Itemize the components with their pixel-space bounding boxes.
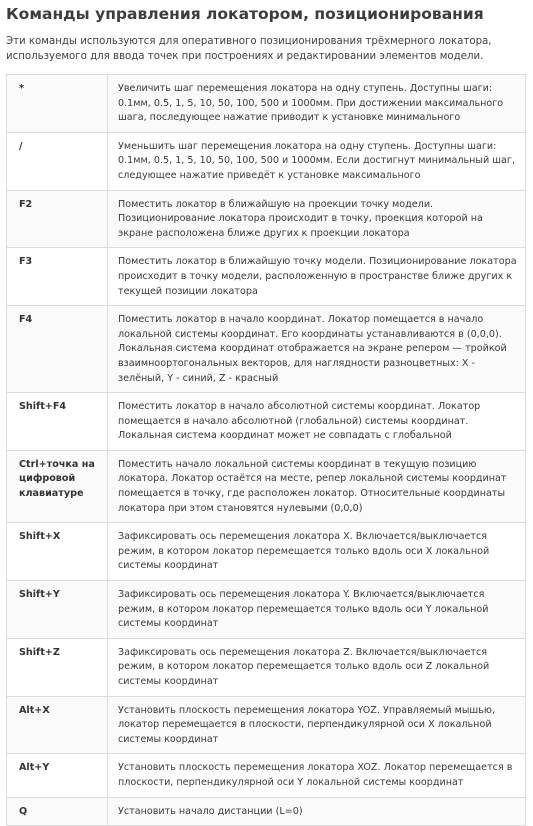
command-description: Зафиксировать ось перемещения локатора X. Включается/выключается режим, в котором локатор перемещается только вдоль оси X локальной системы координат xyxy=(108,523,526,581)
intro-paragraph: Эти команды используются для оперативного позиционирования трёхмерного локатора, используемого для ввода точек при построениях и редактировании элементов модели. xyxy=(6,36,492,62)
command-key: Shift+F4 xyxy=(7,393,108,451)
command-key: Alt+X xyxy=(7,696,108,754)
command-description: Зафиксировать ось перемещения локатора Z. Включается/выключается режим, в котором локатор перемещается только вдоль оси Z локальной системы координат xyxy=(108,638,526,696)
table-row xyxy=(7,696,526,754)
command-description: Поместить начало локальной системы координат в текущую позицию локатора. Локатор остаётся на месте, репер локальной системы координат помещается в точку, где расположен локатор. Относительные координаты локатора при этом становятся нулевыми (0,0,0) xyxy=(108,450,526,522)
command-key: * xyxy=(7,75,108,133)
command-key: Q xyxy=(7,797,108,826)
command-description: Уменьшить шаг перемещения локатора на одну ступень. Доступны шаги: 0.1мм, 0.5, 1, 5, 10, 50, 100, 500 и 1000мм. Если достигнут минимальный шаг, следующее нажатие приведёт к установке максимального xyxy=(108,132,526,190)
table-row xyxy=(7,450,526,522)
command-key: Shift+Z xyxy=(7,638,108,696)
commands-table xyxy=(6,74,526,826)
command-description: Увеличить шаг перемещения локатора на одну ступень. Доступны шаги: 0.1мм, 0.5, 1, 5, 10, 50, 100, 500 и 1000мм. При достижении максимального шага, последующее нажатие приводит к установке минимального xyxy=(108,75,526,133)
table-row xyxy=(7,754,526,797)
command-key: F3 xyxy=(7,248,108,306)
command-description: Поместить локатор в ближайшую на проекции точку модели. Позиционирование локатора происходит в точку, проекция которой на экране расположена ближе других к проекции локатора xyxy=(108,190,526,248)
command-key: Shift+Y xyxy=(7,581,108,639)
table-row xyxy=(7,797,526,826)
page-title: Команды управления локатором, позиционирования xyxy=(6,5,484,23)
table-row xyxy=(7,190,526,248)
command-key: Alt+Y xyxy=(7,754,108,797)
table-row xyxy=(7,248,526,306)
table-row xyxy=(7,581,526,639)
table-row xyxy=(7,393,526,451)
table-row xyxy=(7,75,526,133)
command-description: Поместить локатор в начало абсолютной системы координат. Локатор помещается в начало абсолютной (глобальной) системы координат. Локальная система координат может не совпадать с глобальной xyxy=(108,393,526,451)
table-row xyxy=(7,132,526,190)
command-description: Поместить локатор в начало координат. Локатор помещается в начало локальной системы координат. Его координаты устанавливаются в (0,0,0). Локальная система координат отображается на экране репером — тройкой взаимноортогональных векторов, для наглядности разноцветных: X - зелёный, Y - синий, Z - красный xyxy=(108,306,526,393)
command-description: Установить плоскость перемещения локатора XOZ. Локатор перемещается в плоскости, перпендикулярной оси Y локальной системы координат xyxy=(108,754,526,797)
table-row xyxy=(7,523,526,581)
table-row xyxy=(7,638,526,696)
table-row xyxy=(7,306,526,393)
command-key: F2 xyxy=(7,190,108,248)
command-key: F4 xyxy=(7,306,108,393)
command-description: Установить плоскость перемещения локатора YOZ. Управляемый мышью, локатор перемещается в плоскости, перпендикулярной оси X локальной системы координат xyxy=(108,696,526,754)
command-key: Ctrl+точка на цифровой клавиатуре xyxy=(7,450,108,522)
command-key: Shift+X xyxy=(7,523,108,581)
command-description: Зафиксировать ось перемещения локатора Y. Включается/выключается режим, в котором локатор перемещается только вдоль оси Y локальной системы координат xyxy=(108,581,526,639)
command-description: Установить начало дистанции (L=0) xyxy=(108,797,526,826)
command-description: Поместить локатор в ближайшую точку модели. Позиционирование локатора происходит в точку модели, расположенную в пространстве ближе других к текущей позиции локатора xyxy=(108,248,526,306)
command-key: / xyxy=(7,132,108,190)
